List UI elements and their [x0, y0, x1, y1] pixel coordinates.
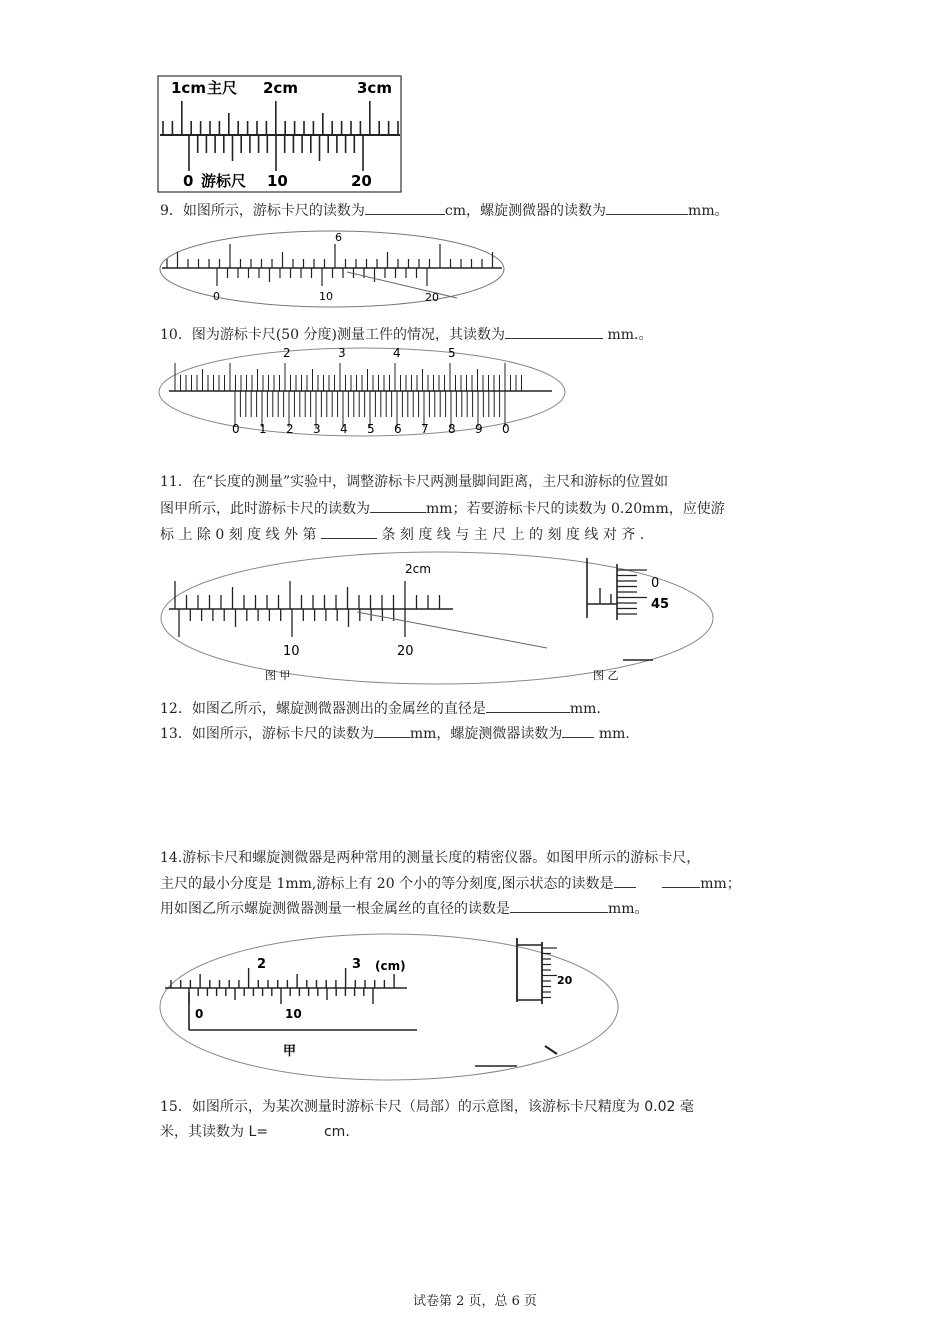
fig1-label-main: 主尺 — [207, 79, 238, 97]
q15-text-l: L= — [248, 1124, 268, 1140]
q12-blank[interactable] — [486, 698, 570, 713]
fig1-vernier-10: 10 — [267, 172, 288, 190]
question-15-line-2 — [160, 1122, 350, 1142]
q15-text-unit: cm. — [323, 1124, 350, 1140]
q14-text-line-2b: mm； — [700, 876, 741, 892]
fig3-main-label: 4 — [393, 346, 401, 360]
question-15-line-1 — [160, 1097, 694, 1117]
q11-blank-2[interactable] — [321, 524, 377, 539]
fig5-micrometer-20: 20 — [557, 974, 573, 987]
fig1-label-1cm: 1cm — [171, 79, 206, 97]
q11-text-line-1: 11．在“长度的测量”实验中，调整游标卡尺两测量脚间距离，主尺和游标的位置如 — [160, 474, 669, 490]
page-footer: 试卷第 2 页，总 6 页 — [412, 1294, 538, 1309]
fig4-main-2cm: 2cm — [405, 562, 431, 576]
figure-vernier-caliper-2 — [157, 228, 507, 310]
fig3-vernier-label: 9 — [475, 422, 483, 436]
fig3-vernier-label: 7 — [421, 422, 429, 436]
q12-text-a: 12．如图乙所示，螺旋测微器测出的金属丝的直径是 — [160, 701, 486, 717]
question-14-line-1 — [160, 848, 700, 868]
q14-text-line-3b: mm。 — [608, 901, 649, 917]
q10-blank[interactable] — [505, 324, 603, 339]
question-11-line-3 — [160, 524, 644, 545]
q10-text-b: mm.。 — [607, 327, 653, 343]
fig2-main-6: 6 — [335, 231, 342, 244]
question-11-line-1 — [160, 472, 668, 492]
question-11-line-2 — [160, 498, 725, 519]
fig3-vernier-label: 8 — [448, 422, 456, 436]
fig2-vernier-0: 0 — [213, 290, 220, 303]
fig3-vernier-label: 0 — [502, 422, 510, 436]
q9-blank-1[interactable] — [365, 200, 445, 215]
fig3-vernier-label: 5 — [367, 422, 375, 436]
q14-blank-2[interactable] — [510, 898, 608, 913]
fig1-label-2cm: 2cm — [263, 79, 298, 97]
q15-precision-value: 0.02 — [644, 1099, 676, 1115]
q13-blank-2[interactable] — [562, 723, 594, 738]
fig5-vernier-10: 10 — [285, 1007, 302, 1021]
q12-text-b: mm. — [569, 701, 601, 717]
fig5-main-3: 3 — [352, 957, 362, 972]
figure-caliper-and-micrometer-4 — [157, 548, 717, 688]
q13-blank-1[interactable] — [374, 723, 410, 738]
fig4-micrometer-45: 45 — [651, 597, 670, 612]
fig4-caption-yi: 图 乙 — [593, 669, 619, 682]
question-10 — [160, 324, 652, 345]
q9-text-b: cm，螺旋测微器的读数为 — [444, 203, 607, 219]
q14-text-line-3a: 用如图乙所示螺旋测微器测量一根金属丝的直径的读数是 — [160, 901, 510, 917]
fig3-vernier-label: 3 — [313, 422, 321, 436]
question-12 — [160, 698, 601, 719]
question-14-line-3 — [160, 898, 649, 919]
q9-blank-2[interactable] — [606, 200, 688, 215]
fig4-caption-jia: 图 甲 — [265, 669, 291, 682]
q13-text-b: mm，螺旋测微器读数为 — [409, 726, 563, 742]
fig5-vernier-0: 0 — [195, 1007, 204, 1021]
fig3-vernier-label: 4 — [340, 422, 348, 436]
q11-blank-1[interactable] — [370, 498, 426, 513]
q14-text-line-2a: 主尺的最小分度是 1mm,游标上有 20 个小的等分刻度,图示状态的读数是 — [160, 876, 614, 892]
q15-text-line-1c: 毫 — [679, 1099, 694, 1115]
fig3-vernier-label: 1 — [259, 422, 267, 436]
fig5-caption-jia: 甲 — [283, 1044, 297, 1059]
fig3-main-label: 3 — [338, 346, 346, 360]
fig3-vernier-label: 2 — [286, 422, 294, 436]
q15-text-line-1a: 15．如图所示，为某次测量时游标卡尺（局部）的示意图，该游标卡尺精度为 — [160, 1099, 640, 1115]
fig5-unit: (cm) — [375, 959, 406, 973]
q14-text-line-1: 14.游标卡尺和螺旋测微器是两种常用的测量长度的精密仪器。如图甲所示的游标卡尺， — [160, 850, 701, 866]
q14-blank-1a[interactable] — [614, 873, 636, 888]
fig5-main-2: 2 — [257, 957, 267, 972]
figure-caliper-and-micrometer-5 — [157, 930, 622, 1085]
figure-vernier-caliper-1 — [157, 75, 403, 195]
q11-text-line-3a: 标 上 除 0 刻 度 线 外 第 — [160, 527, 317, 543]
q11-text-line-3b: 条 刻 度 线 与 主 尺 上 的 刻 度 线 对 齐 . — [381, 527, 645, 543]
fig1-vernier-20: 20 — [351, 172, 372, 190]
fig4-micrometer-0: 0 — [651, 576, 660, 591]
q11-text-line-2b: mm；若要游标卡尺的读数为 0.20mm，应使游 — [426, 501, 725, 517]
fig2-vernier-10: 10 — [319, 290, 333, 303]
figure-vernier-caliper-3 — [157, 345, 567, 440]
fig3-main-label: 5 — [448, 346, 456, 360]
q10-text-a: 10．图为游标卡尺(50 分度)测量工件的情况，其读数为 — [160, 327, 506, 343]
fig3-vernier-label: 0 — [232, 422, 240, 436]
q13-text-a: 13．如图所示，游标卡尺的读数为 — [160, 726, 374, 742]
q11-text-line-2a: 图甲所示，此时游标卡尺的读数为 — [160, 501, 370, 517]
question-14-line-2 — [160, 873, 741, 894]
fig1-vernier-0: 0 — [183, 172, 194, 190]
question-9 — [160, 200, 729, 221]
q15-text-line-2a: 米，其读数为 — [160, 1124, 244, 1140]
q9-text-c: mm。 — [688, 203, 729, 219]
q14-blank-1b[interactable] — [662, 873, 700, 888]
fig2-vernier-20: 20 — [425, 291, 439, 304]
fig1-vernier-label: 游标尺 — [201, 172, 247, 190]
q13-text-c: mm. — [598, 726, 630, 742]
fig3-main-label: 2 — [283, 346, 291, 360]
fig1-label-3cm: 3cm — [357, 79, 392, 97]
question-13 — [160, 723, 630, 744]
fig4-vernier-20: 20 — [397, 644, 414, 659]
q9-text-a: 9．如图所示，游标卡尺的读数为 — [160, 203, 365, 219]
fig3-vernier-label: 6 — [394, 422, 402, 436]
fig4-vernier-10: 10 — [283, 644, 300, 659]
